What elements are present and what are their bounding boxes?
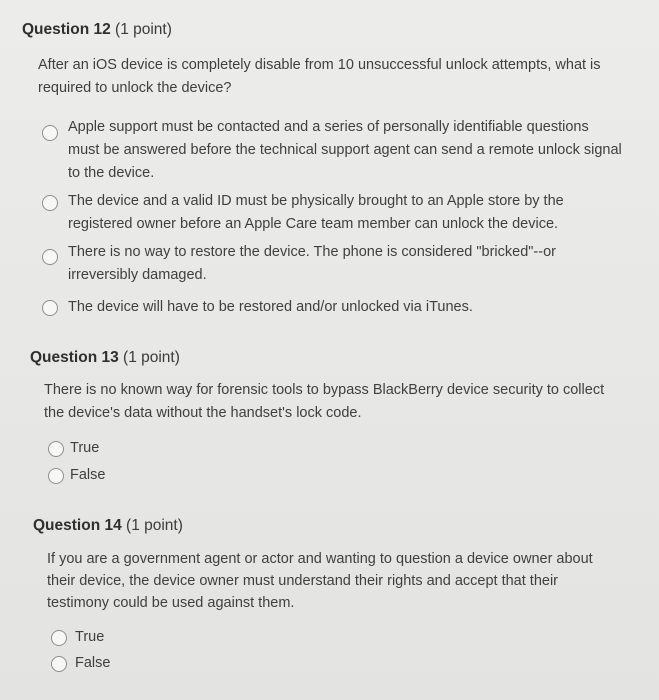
question-12 (22, 20, 622, 315)
answer-option-label: False (70, 467, 106, 483)
answer-option[interactable] (42, 190, 622, 236)
radio-button[interactable] (48, 468, 64, 484)
question-points: (1 point) (126, 517, 183, 534)
question-text: After an iOS device is completely disable from 10 unsuccessful unlock attempts, what is required to unlock the device? (38, 57, 601, 96)
question-header (22, 20, 622, 40)
answer-option-true[interactable] (48, 437, 248, 460)
radio-button[interactable] (48, 441, 64, 457)
radio-button[interactable] (42, 125, 58, 141)
question-text: If you are a government agent or actor and wanting to question a device owner about their device, the device owner must understand their rights and accept that their testimony could be used against them. (47, 551, 593, 611)
radio-button[interactable] (51, 656, 67, 672)
answer-option-label: False (75, 655, 111, 671)
question-header (33, 516, 633, 536)
answer-option-label: Apple support must be contacted and a series of personally identifiable questions must be answered before the technical support agent can send a remote unlock signal to the device. (68, 119, 622, 181)
question-text: There is no known way for forensic tools to bypass BlackBerry device security to collect the device's data without the handset's lock code. (44, 382, 605, 421)
answer-option-label: The device will have to be restored and/or unlocked via iTunes. (68, 299, 473, 315)
question-title: Question 14 (33, 517, 122, 534)
question-title: Question 13 (30, 349, 119, 366)
question-points: (1 point) (123, 349, 180, 366)
answer-option[interactable] (42, 241, 622, 287)
question-14 (33, 516, 633, 671)
answer-option-true[interactable] (51, 626, 251, 649)
answer-option-label: True (70, 440, 100, 456)
answer-option-label: There is no way to restore the device. The phone is considered "bricked"--or irreversibly damaged. (68, 244, 556, 283)
radio-button[interactable] (42, 195, 58, 211)
question-title: Question 12 (22, 21, 111, 38)
radio-button[interactable] (42, 249, 58, 265)
radio-button[interactable] (42, 300, 58, 316)
answer-option-false[interactable] (48, 464, 248, 487)
answer-option-false[interactable] (51, 652, 251, 675)
answer-option-label: The device and a valid ID must be physically brought to an Apple store by the registered owner before an Apple Care team member can unlock the device. (68, 193, 564, 232)
answer-option-label: True (75, 629, 105, 645)
answer-option[interactable] (42, 116, 622, 185)
answer-option[interactable] (42, 296, 622, 319)
question-points: (1 point) (115, 21, 172, 38)
question-header (30, 348, 630, 368)
question-13 (30, 348, 630, 483)
radio-button[interactable] (51, 630, 67, 646)
